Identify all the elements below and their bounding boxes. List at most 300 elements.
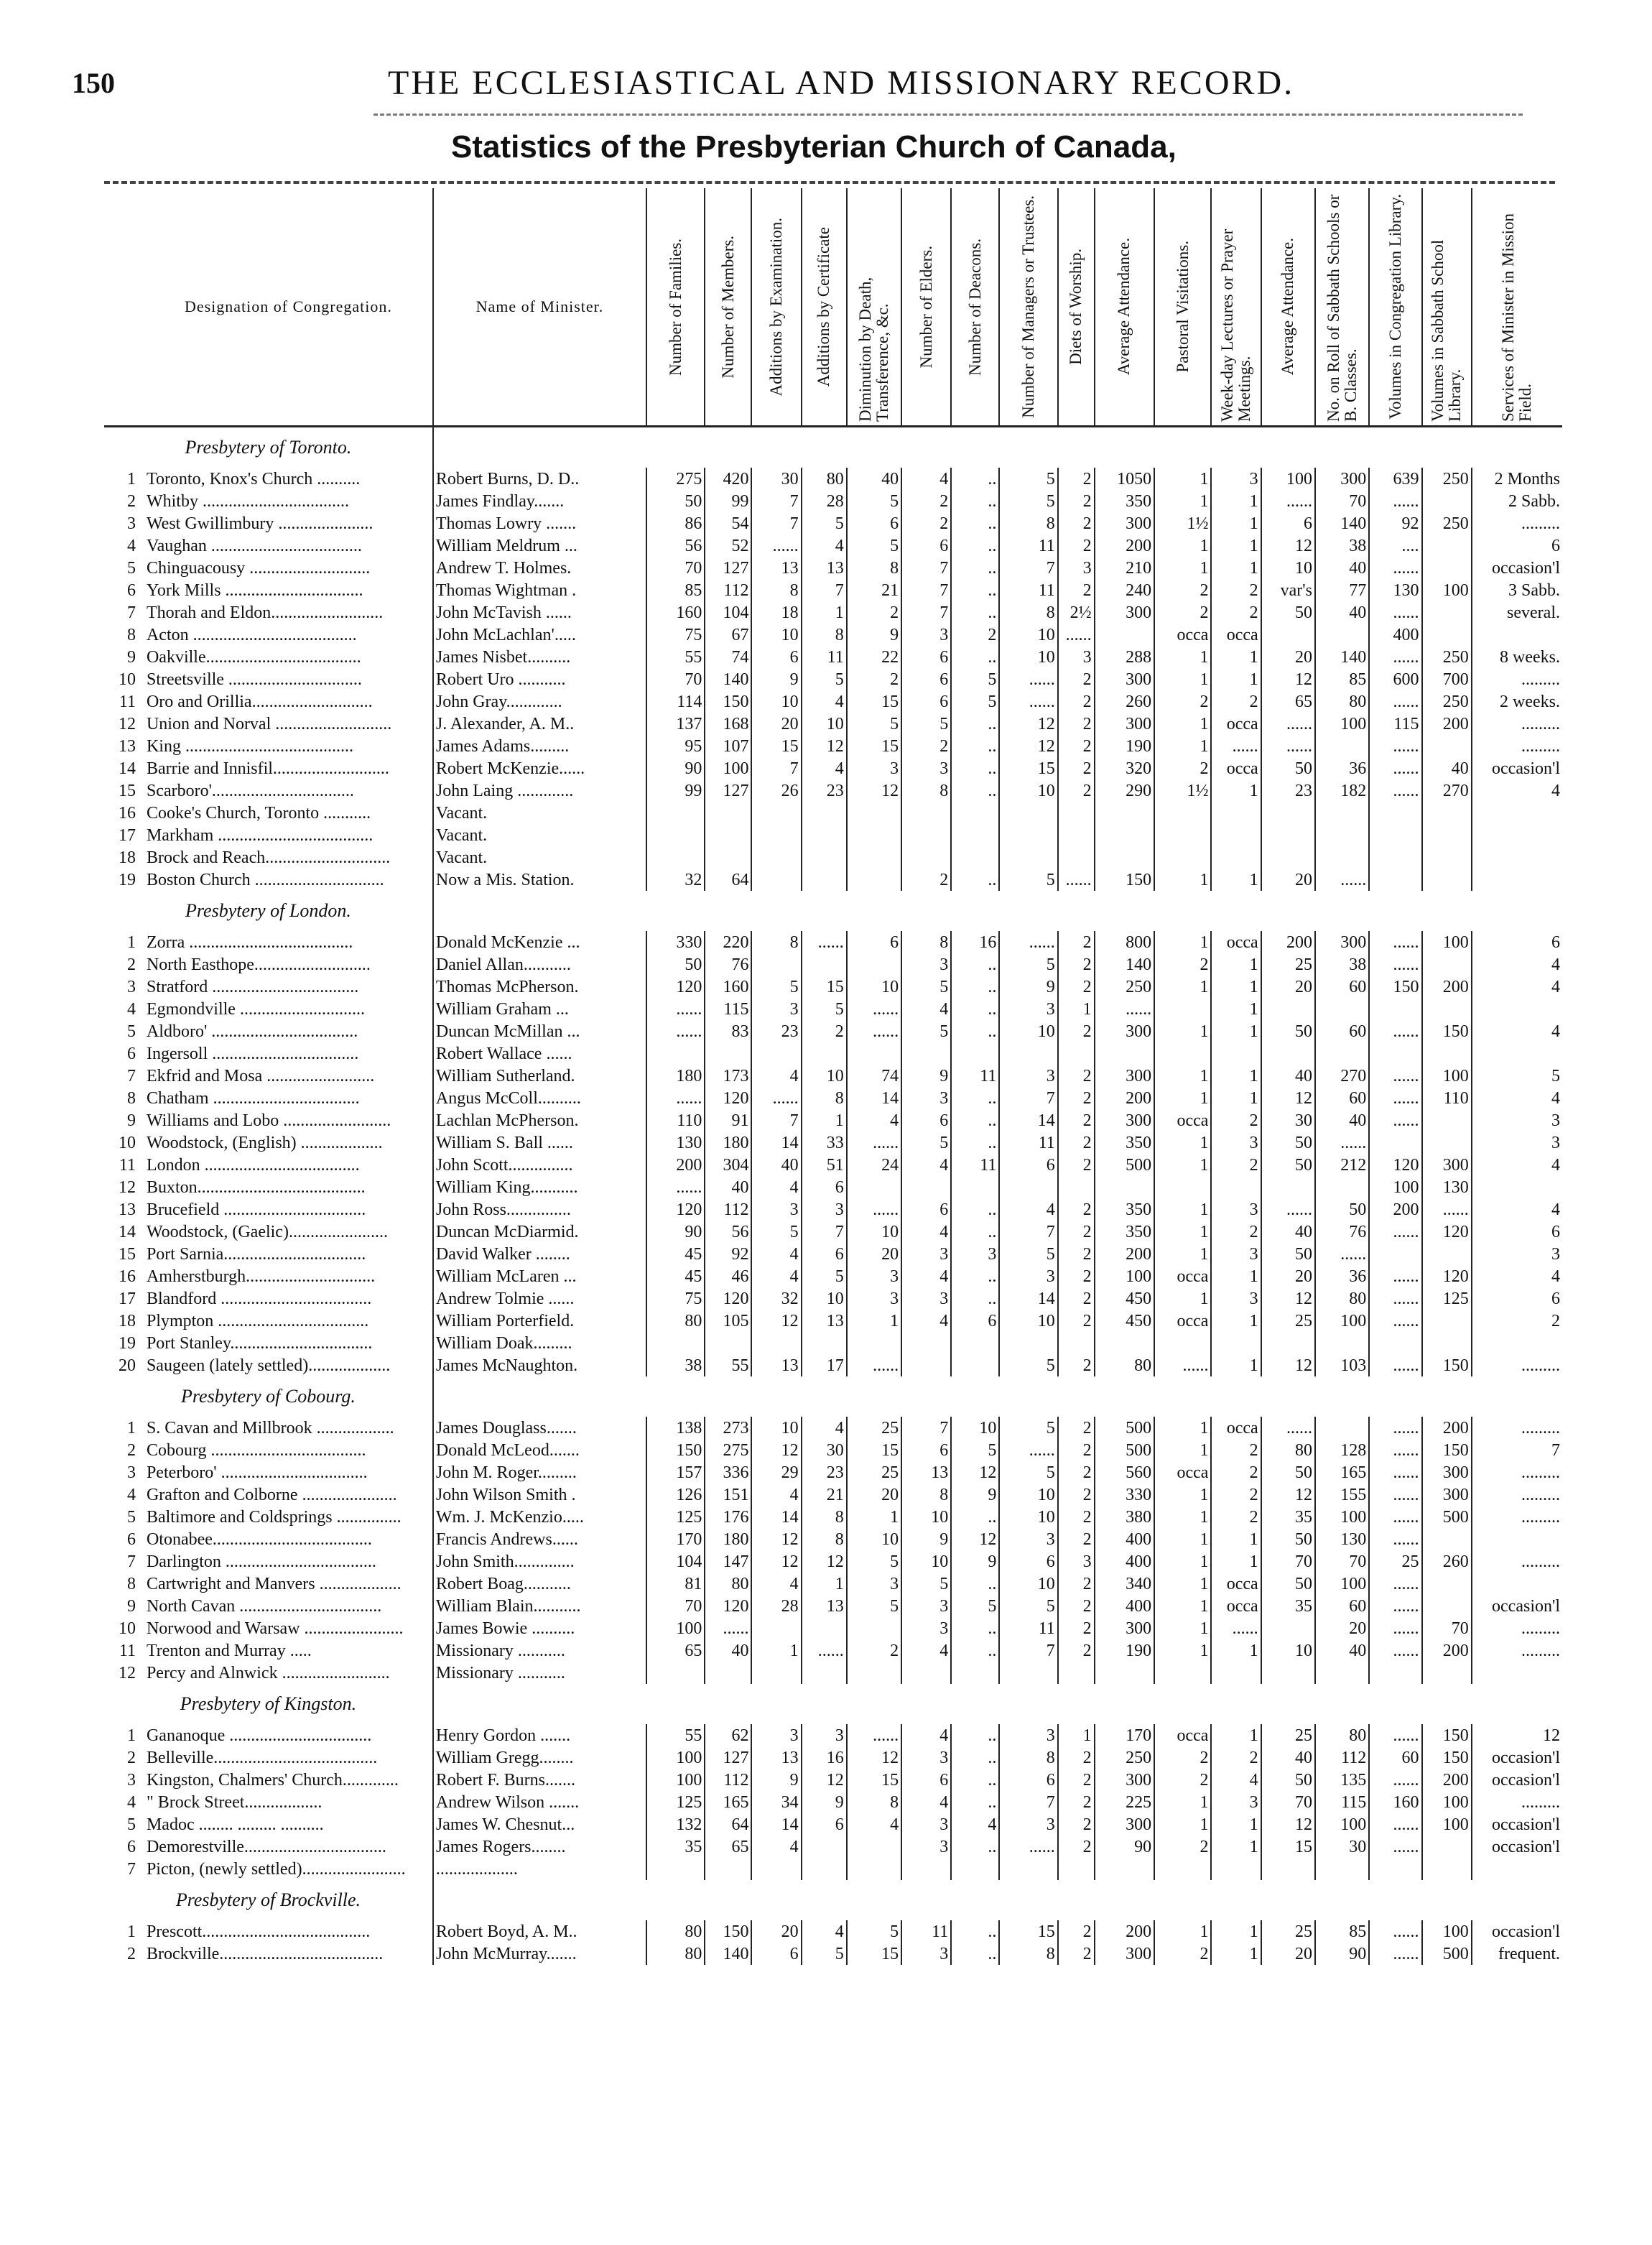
stat-cell — [1422, 1243, 1472, 1265]
stat-cell: ...... — [1369, 646, 1421, 668]
row-number: 9 — [126, 1596, 136, 1616]
header-stat — [1422, 188, 1472, 427]
congregation-row — [104, 690, 1562, 713]
stat-cell: .. — [951, 1287, 999, 1310]
stat-cell: 10 — [999, 779, 1057, 802]
stat-cell: 3 — [901, 1087, 951, 1109]
stat-cell: 3 — [999, 1528, 1057, 1550]
presbytery-heading: Presbytery of Brockville. — [175, 1889, 361, 1910]
stat-cell — [1369, 1042, 1421, 1065]
minister-name: John Gray............. — [433, 690, 646, 713]
stat-cell: 160 — [1369, 1791, 1421, 1813]
stat-cell: 8 — [802, 1506, 847, 1528]
dashed-rule — [373, 114, 1523, 116]
stat-cell: 132 — [646, 1813, 705, 1836]
stat-cell: 180 — [705, 1131, 751, 1154]
congregation-row — [104, 579, 1562, 601]
presbytery-heading-row — [104, 427, 1562, 468]
stat-cell: 3 — [1211, 1198, 1261, 1221]
stat-cell: ......... — [1472, 713, 1562, 735]
stat-cell — [847, 1617, 901, 1639]
stat-cell: 30 — [751, 468, 801, 490]
stat-cell: ...... — [1154, 1354, 1211, 1376]
stat-cell: 3 — [901, 1813, 951, 1836]
stat-cell: ...... — [1369, 735, 1421, 757]
presbytery-heading-row — [104, 1684, 1562, 1724]
stat-cell: 4 — [751, 1836, 801, 1858]
stat-cell — [751, 953, 801, 976]
stat-cell: 70 — [1315, 1550, 1369, 1573]
stat-cell: occasion'l — [1472, 1595, 1562, 1617]
stat-cell: .. — [951, 1920, 999, 1943]
congregation-name: Madoc ........ ......... .......... — [146, 1815, 324, 1834]
stat-cell: 115 — [1315, 1791, 1369, 1813]
stat-cell: 1 — [1154, 1506, 1211, 1528]
stat-cell: occa — [1211, 1417, 1261, 1439]
congregation-name: Brockville...................................... — [146, 1944, 384, 1963]
stat-cell: 170 — [1095, 1724, 1154, 1746]
stat-cell: 15 — [847, 735, 901, 757]
stat-cell — [802, 953, 847, 976]
stat-cell: 13 — [802, 1595, 847, 1617]
stat-cell: 4 — [1472, 953, 1562, 976]
stat-cell: 1 — [1211, 1943, 1261, 1965]
congregation-row — [104, 869, 1562, 891]
stat-cell: 11 — [999, 1131, 1057, 1154]
stat-cell: ...... — [1422, 1198, 1472, 1221]
stat-cell — [1369, 1243, 1421, 1265]
stat-cell: 2 — [1154, 579, 1211, 601]
stat-cell: 270 — [1422, 779, 1472, 802]
stat-cell: ...... — [802, 931, 847, 953]
stat-cell: 2 — [1211, 1439, 1261, 1461]
congregation-row — [104, 468, 1562, 490]
stat-cell: 120 — [1369, 1154, 1421, 1176]
stat-cell: 100 — [1315, 1310, 1369, 1332]
stat-cell: 16 — [802, 1746, 847, 1769]
row-number: 14 — [118, 1222, 136, 1241]
stat-cell: 3 — [999, 998, 1057, 1020]
stat-cell: several. — [1472, 601, 1562, 624]
stat-cell: .. — [951, 557, 999, 579]
header-stat-label: Additions by Certificate — [815, 226, 833, 387]
stat-cell: 1 — [1154, 869, 1211, 891]
stat-cell — [1369, 824, 1421, 846]
stat-cell: 170 — [646, 1528, 705, 1550]
congregation-row — [104, 1791, 1562, 1813]
stat-cell: 112 — [705, 1198, 751, 1221]
congregation-name: Aldboro' .................................. — [146, 1022, 358, 1041]
stat-cell: 400 — [1095, 1528, 1154, 1550]
congregation-name: Williams and Lobo ......................... — [146, 1111, 391, 1130]
congregation-row — [104, 1550, 1562, 1573]
stat-cell: 1 — [847, 1506, 901, 1528]
stat-cell: 3 — [1211, 1791, 1261, 1813]
stat-cell: 46 — [705, 1265, 751, 1287]
stat-cell: 7 — [999, 1791, 1057, 1813]
stat-cell: 100 — [1422, 1791, 1472, 1813]
stat-cell — [1261, 624, 1315, 646]
stat-cell: 126 — [646, 1483, 705, 1506]
stat-cell: 8 — [751, 579, 801, 601]
stat-cell: 200 — [1095, 1087, 1154, 1109]
stat-cell: 1 — [1211, 1550, 1261, 1573]
stat-cell: 4 — [847, 1109, 901, 1131]
stat-cell: 300 — [1095, 1065, 1154, 1087]
presbytery-spacer — [433, 1880, 1562, 1920]
table-body — [104, 427, 1562, 1966]
congregation-row — [104, 1836, 1562, 1858]
congregation-name: Gananoque ................................. — [146, 1726, 372, 1745]
stat-cell: 100 — [1315, 1573, 1369, 1595]
stat-cell: ...... — [1058, 624, 1095, 646]
row-number: 2 — [126, 1944, 136, 1963]
stat-cell: ...... — [1369, 1020, 1421, 1042]
stat-cell: 4 — [802, 757, 847, 779]
row-number: 11 — [119, 1641, 136, 1660]
stat-cell: ...... — [1261, 1417, 1315, 1439]
stat-cell: occa — [1211, 713, 1261, 735]
stat-cell: .. — [951, 468, 999, 490]
stat-cell: 4 — [1472, 1154, 1562, 1176]
stat-cell: 2 — [1154, 1943, 1211, 1965]
stat-cell — [1472, 1042, 1562, 1065]
stat-cell: 336 — [705, 1461, 751, 1483]
row-number: 8 — [126, 625, 136, 644]
stat-cell: 210 — [1095, 557, 1154, 579]
stat-cell: ...... — [847, 1131, 901, 1154]
stat-cell — [1422, 735, 1472, 757]
stat-cell: 200 — [1422, 1417, 1472, 1439]
stat-cell: 5 — [999, 1595, 1057, 1617]
stat-cell — [1095, 824, 1154, 846]
stat-cell: 130 — [1422, 1176, 1472, 1198]
stat-cell: 100 — [1315, 1813, 1369, 1836]
congregation-row — [104, 1332, 1562, 1354]
stat-cell: 112 — [1315, 1746, 1369, 1769]
congregation-row — [104, 646, 1562, 668]
stat-cell: 160 — [646, 601, 705, 624]
stat-cell — [847, 824, 901, 846]
stat-cell: 2 — [847, 601, 901, 624]
minister-name: John McMurray....... — [433, 1943, 646, 1965]
stat-cell: 2 — [1058, 1243, 1095, 1265]
stat-cell: 1½ — [1154, 779, 1211, 802]
congregation-name: York Mills ................................ — [146, 580, 363, 600]
congregation-row — [104, 1221, 1562, 1243]
stat-cell — [1369, 846, 1421, 869]
stat-cell — [802, 1042, 847, 1065]
congregation-name: " Brock Street.................. — [146, 1792, 322, 1812]
stat-cell: 2 — [1058, 1746, 1095, 1769]
stat-cell: 6 — [901, 1109, 951, 1131]
stat-cell — [1154, 1042, 1211, 1065]
stat-cell: 29 — [751, 1461, 801, 1483]
stat-cell — [847, 1176, 901, 1198]
stat-cell: 13 — [901, 1461, 951, 1483]
stat-cell: 4 — [1472, 779, 1562, 802]
minister-name: Thomas McPherson. — [433, 976, 646, 998]
stat-cell: 12 — [751, 1528, 801, 1550]
stat-cell: 12 — [751, 1439, 801, 1461]
stat-cell — [901, 1662, 951, 1684]
row-number: 12 — [118, 1663, 136, 1682]
running-head: THE ECCLESIASTICAL AND MISSIONARY RECORD. — [388, 64, 1295, 102]
row-number: 3 — [126, 514, 136, 533]
stat-cell — [1422, 1573, 1472, 1595]
stat-cell: 9 — [951, 1483, 999, 1506]
stat-cell — [1095, 624, 1154, 646]
stat-cell: 1 — [1154, 1483, 1211, 1506]
stat-cell: .. — [951, 735, 999, 757]
stat-cell: 50 — [1261, 1131, 1315, 1154]
stat-cell — [1211, 1332, 1261, 1354]
minister-name: James Findlay....... — [433, 490, 646, 512]
stat-cell: 2 — [1058, 1087, 1095, 1109]
stat-cell: 80 — [646, 1310, 705, 1332]
stat-cell — [1472, 1662, 1562, 1684]
stat-cell — [646, 1858, 705, 1880]
stat-cell — [847, 802, 901, 824]
stat-cell: 639 — [1369, 468, 1421, 490]
stat-cell: 2½ — [1058, 601, 1095, 624]
stat-cell: 9 — [751, 668, 801, 690]
stat-cell: 5 — [999, 1354, 1057, 1376]
congregation-row — [104, 1483, 1562, 1506]
stat-cell: 67 — [705, 624, 751, 646]
stat-cell: ...... — [1369, 1813, 1421, 1836]
row-number: 5 — [126, 1022, 136, 1041]
stat-cell: 2 — [1058, 931, 1095, 953]
stat-cell: ...... — [1369, 1595, 1421, 1617]
stat-cell: 12 — [802, 1550, 847, 1573]
congregation-row — [104, 1617, 1562, 1639]
congregation-name: Barrie and Innisfil........................... — [146, 759, 389, 778]
stat-cell: 80 — [1315, 1724, 1369, 1746]
stat-cell: 6 — [847, 512, 901, 534]
stat-cell: ...... — [1058, 869, 1095, 891]
stat-cell: 50 — [1261, 1020, 1315, 1042]
stat-cell: 7 — [901, 601, 951, 624]
stat-cell — [1211, 1858, 1261, 1880]
stat-cell: 2 — [1058, 1483, 1095, 1506]
stat-cell — [847, 846, 901, 869]
stat-cell: 40 — [705, 1639, 751, 1662]
stat-cell: 180 — [646, 1065, 705, 1087]
stat-cell: occasion'l — [1472, 1813, 1562, 1836]
stat-cell: 1 — [1211, 1065, 1261, 1087]
stat-cell: 74 — [847, 1065, 901, 1087]
stat-cell: 4 — [901, 1724, 951, 1746]
congregation-row — [104, 802, 1562, 824]
stat-cell: ...... — [1369, 1483, 1421, 1506]
stat-cell: 700 — [1422, 668, 1472, 690]
stat-cell: 7 — [999, 1087, 1057, 1109]
stat-cell: 5 — [901, 713, 951, 735]
stat-cell: 2 Sabb. — [1472, 490, 1562, 512]
stat-cell: 7 — [901, 557, 951, 579]
stat-cell: 70 — [1422, 1617, 1472, 1639]
stat-cell — [1058, 1176, 1095, 1198]
stat-cell — [1095, 1176, 1154, 1198]
stat-cell: 7 — [901, 1417, 951, 1439]
stat-cell: .. — [951, 1221, 999, 1243]
stat-cell: .. — [951, 1020, 999, 1042]
stat-cell: 6 — [999, 1550, 1057, 1573]
stat-cell: 350 — [1095, 1131, 1154, 1154]
stat-cell — [1154, 1332, 1211, 1354]
stat-cell: 107 — [705, 735, 751, 757]
stat-cell: 4 — [751, 1065, 801, 1087]
stat-cell — [847, 1332, 901, 1354]
stat-cell: 6 — [901, 1439, 951, 1461]
stat-cell: 5 — [951, 1439, 999, 1461]
stat-cell: 40 — [1315, 557, 1369, 579]
stat-cell: 2 — [1154, 953, 1211, 976]
congregation-name: Baltimore and Coldsprings ............... — [146, 1507, 402, 1527]
stat-cell — [1261, 1617, 1315, 1639]
stat-cell: 138 — [646, 1417, 705, 1439]
stat-cell — [751, 1042, 801, 1065]
stat-cell: 140 — [705, 1943, 751, 1965]
stat-cell: 25 — [847, 1417, 901, 1439]
stat-cell: 275 — [705, 1439, 751, 1461]
stat-cell: 7 — [999, 1639, 1057, 1662]
stat-cell: .. — [951, 1573, 999, 1595]
stat-cell: 90 — [1095, 1836, 1154, 1858]
stat-cell — [1422, 1109, 1472, 1131]
stat-cell: 64 — [705, 869, 751, 891]
stat-cell: 80 — [802, 468, 847, 490]
stat-cell: 40 — [1315, 1639, 1369, 1662]
stat-cell — [705, 824, 751, 846]
stat-cell: 3 — [999, 1065, 1057, 1087]
table-title: Statistics of the Presbyterian Church of Canada, — [451, 129, 1177, 165]
stat-cell — [1211, 1176, 1261, 1198]
stat-cell — [1211, 846, 1261, 869]
stat-cell — [1315, 624, 1369, 646]
stat-cell — [1211, 1042, 1261, 1065]
stat-cell: 45 — [646, 1265, 705, 1287]
stat-cell: 3 — [1472, 1109, 1562, 1131]
congregation-name: Markham .................................... — [146, 825, 373, 845]
stat-cell: 300 — [1095, 601, 1154, 624]
stat-cell: 380 — [1095, 1506, 1154, 1528]
stat-cell: ...... — [1315, 1131, 1369, 1154]
stat-cell: 400 — [1369, 624, 1421, 646]
header-stat-label: Number of Managers or Trustees. — [1019, 195, 1038, 418]
header-stat — [1369, 188, 1421, 427]
row-number: 7 — [126, 1859, 136, 1879]
stat-cell: 7 — [751, 757, 801, 779]
row-number: 1 — [126, 1922, 136, 1941]
stat-cell: 10 — [751, 690, 801, 713]
stat-cell: 2 — [1058, 1920, 1095, 1943]
row-number: 8 — [126, 1574, 136, 1593]
minister-name: Now a Mis. Station. — [433, 869, 646, 891]
stat-cell: 12 — [1261, 534, 1315, 557]
stat-cell: ......... — [1472, 1354, 1562, 1376]
row-number: 11 — [119, 692, 136, 711]
stat-cell: 60 — [1315, 1087, 1369, 1109]
stat-cell: 90 — [1315, 1943, 1369, 1965]
stat-cell: 77 — [1315, 579, 1369, 601]
stat-cell: 62 — [705, 1724, 751, 1746]
stat-cell: 500 — [1422, 1506, 1472, 1528]
stat-cell: .. — [951, 779, 999, 802]
stat-cell: 6 — [901, 1198, 951, 1221]
stat-cell: 2 — [1058, 1065, 1095, 1087]
stat-cell: 150 — [1422, 1746, 1472, 1769]
row-number: 4 — [126, 1792, 136, 1812]
stat-cell — [1422, 624, 1472, 646]
stat-cell: 38 — [1315, 534, 1369, 557]
stat-cell — [1211, 802, 1261, 824]
stat-cell: 2 — [1058, 1265, 1095, 1287]
stat-cell: 273 — [705, 1417, 751, 1439]
congregation-row — [104, 757, 1562, 779]
stat-cell: 50 — [1315, 1198, 1369, 1221]
stat-cell — [1472, 1176, 1562, 1198]
stat-cell: 11 — [999, 534, 1057, 557]
stat-cell — [751, 1332, 801, 1354]
stat-cell: 127 — [705, 557, 751, 579]
minister-name: John Laing ............. — [433, 779, 646, 802]
stat-cell: .. — [951, 534, 999, 557]
stat-cell: 99 — [705, 490, 751, 512]
stat-cell: 500 — [1422, 1943, 1472, 1965]
stat-cell: 3 — [751, 1198, 801, 1221]
stat-cell: 10 — [999, 646, 1057, 668]
stat-cell — [1154, 802, 1211, 824]
stat-cell — [751, 1617, 801, 1639]
minister-name: William Sutherland. — [433, 1065, 646, 1087]
stat-cell: 28 — [802, 490, 847, 512]
stat-cell: 5 — [847, 1550, 901, 1573]
header-stat — [1154, 188, 1211, 427]
stat-cell: 12 — [1261, 1354, 1315, 1376]
congregation-name: Acton ...................................... — [146, 625, 357, 644]
stat-cell: 120 — [1422, 1221, 1472, 1243]
stat-cell: 1 — [1154, 490, 1211, 512]
stat-cell: 1 — [1154, 1920, 1211, 1943]
stat-cell: 2 — [1058, 1595, 1095, 1617]
stat-cell: 74 — [705, 646, 751, 668]
stat-cell: occa — [1211, 1573, 1261, 1595]
presbytery-spacer — [433, 891, 1562, 931]
stat-cell: 13 — [751, 557, 801, 579]
congregation-name: Port Stanley................................. — [146, 1333, 373, 1353]
stat-cell: 500 — [1095, 1154, 1154, 1176]
stat-cell — [999, 1332, 1057, 1354]
stat-cell — [951, 846, 999, 869]
stat-cell: 4 — [901, 1154, 951, 1176]
stat-cell: 1 — [1154, 1221, 1211, 1243]
congregation-name: North Cavan ................................. — [146, 1596, 382, 1616]
stat-cell: 120 — [1422, 1265, 1472, 1287]
stat-cell: 30 — [802, 1439, 847, 1461]
stat-cell — [1058, 1332, 1095, 1354]
minister-name: William Porterfield. — [433, 1310, 646, 1332]
stat-cell: ...... — [1261, 735, 1315, 757]
congregation-name: Demorestville................................. — [146, 1837, 386, 1856]
stat-cell: 40 — [847, 468, 901, 490]
congregation-row — [104, 998, 1562, 1020]
header-stat-label: Volumes in Congregation Library. — [1386, 194, 1404, 420]
stat-cell: 100 — [1261, 468, 1315, 490]
congregation-name: King ....................................... — [146, 736, 353, 756]
stat-cell: 12 — [999, 735, 1057, 757]
